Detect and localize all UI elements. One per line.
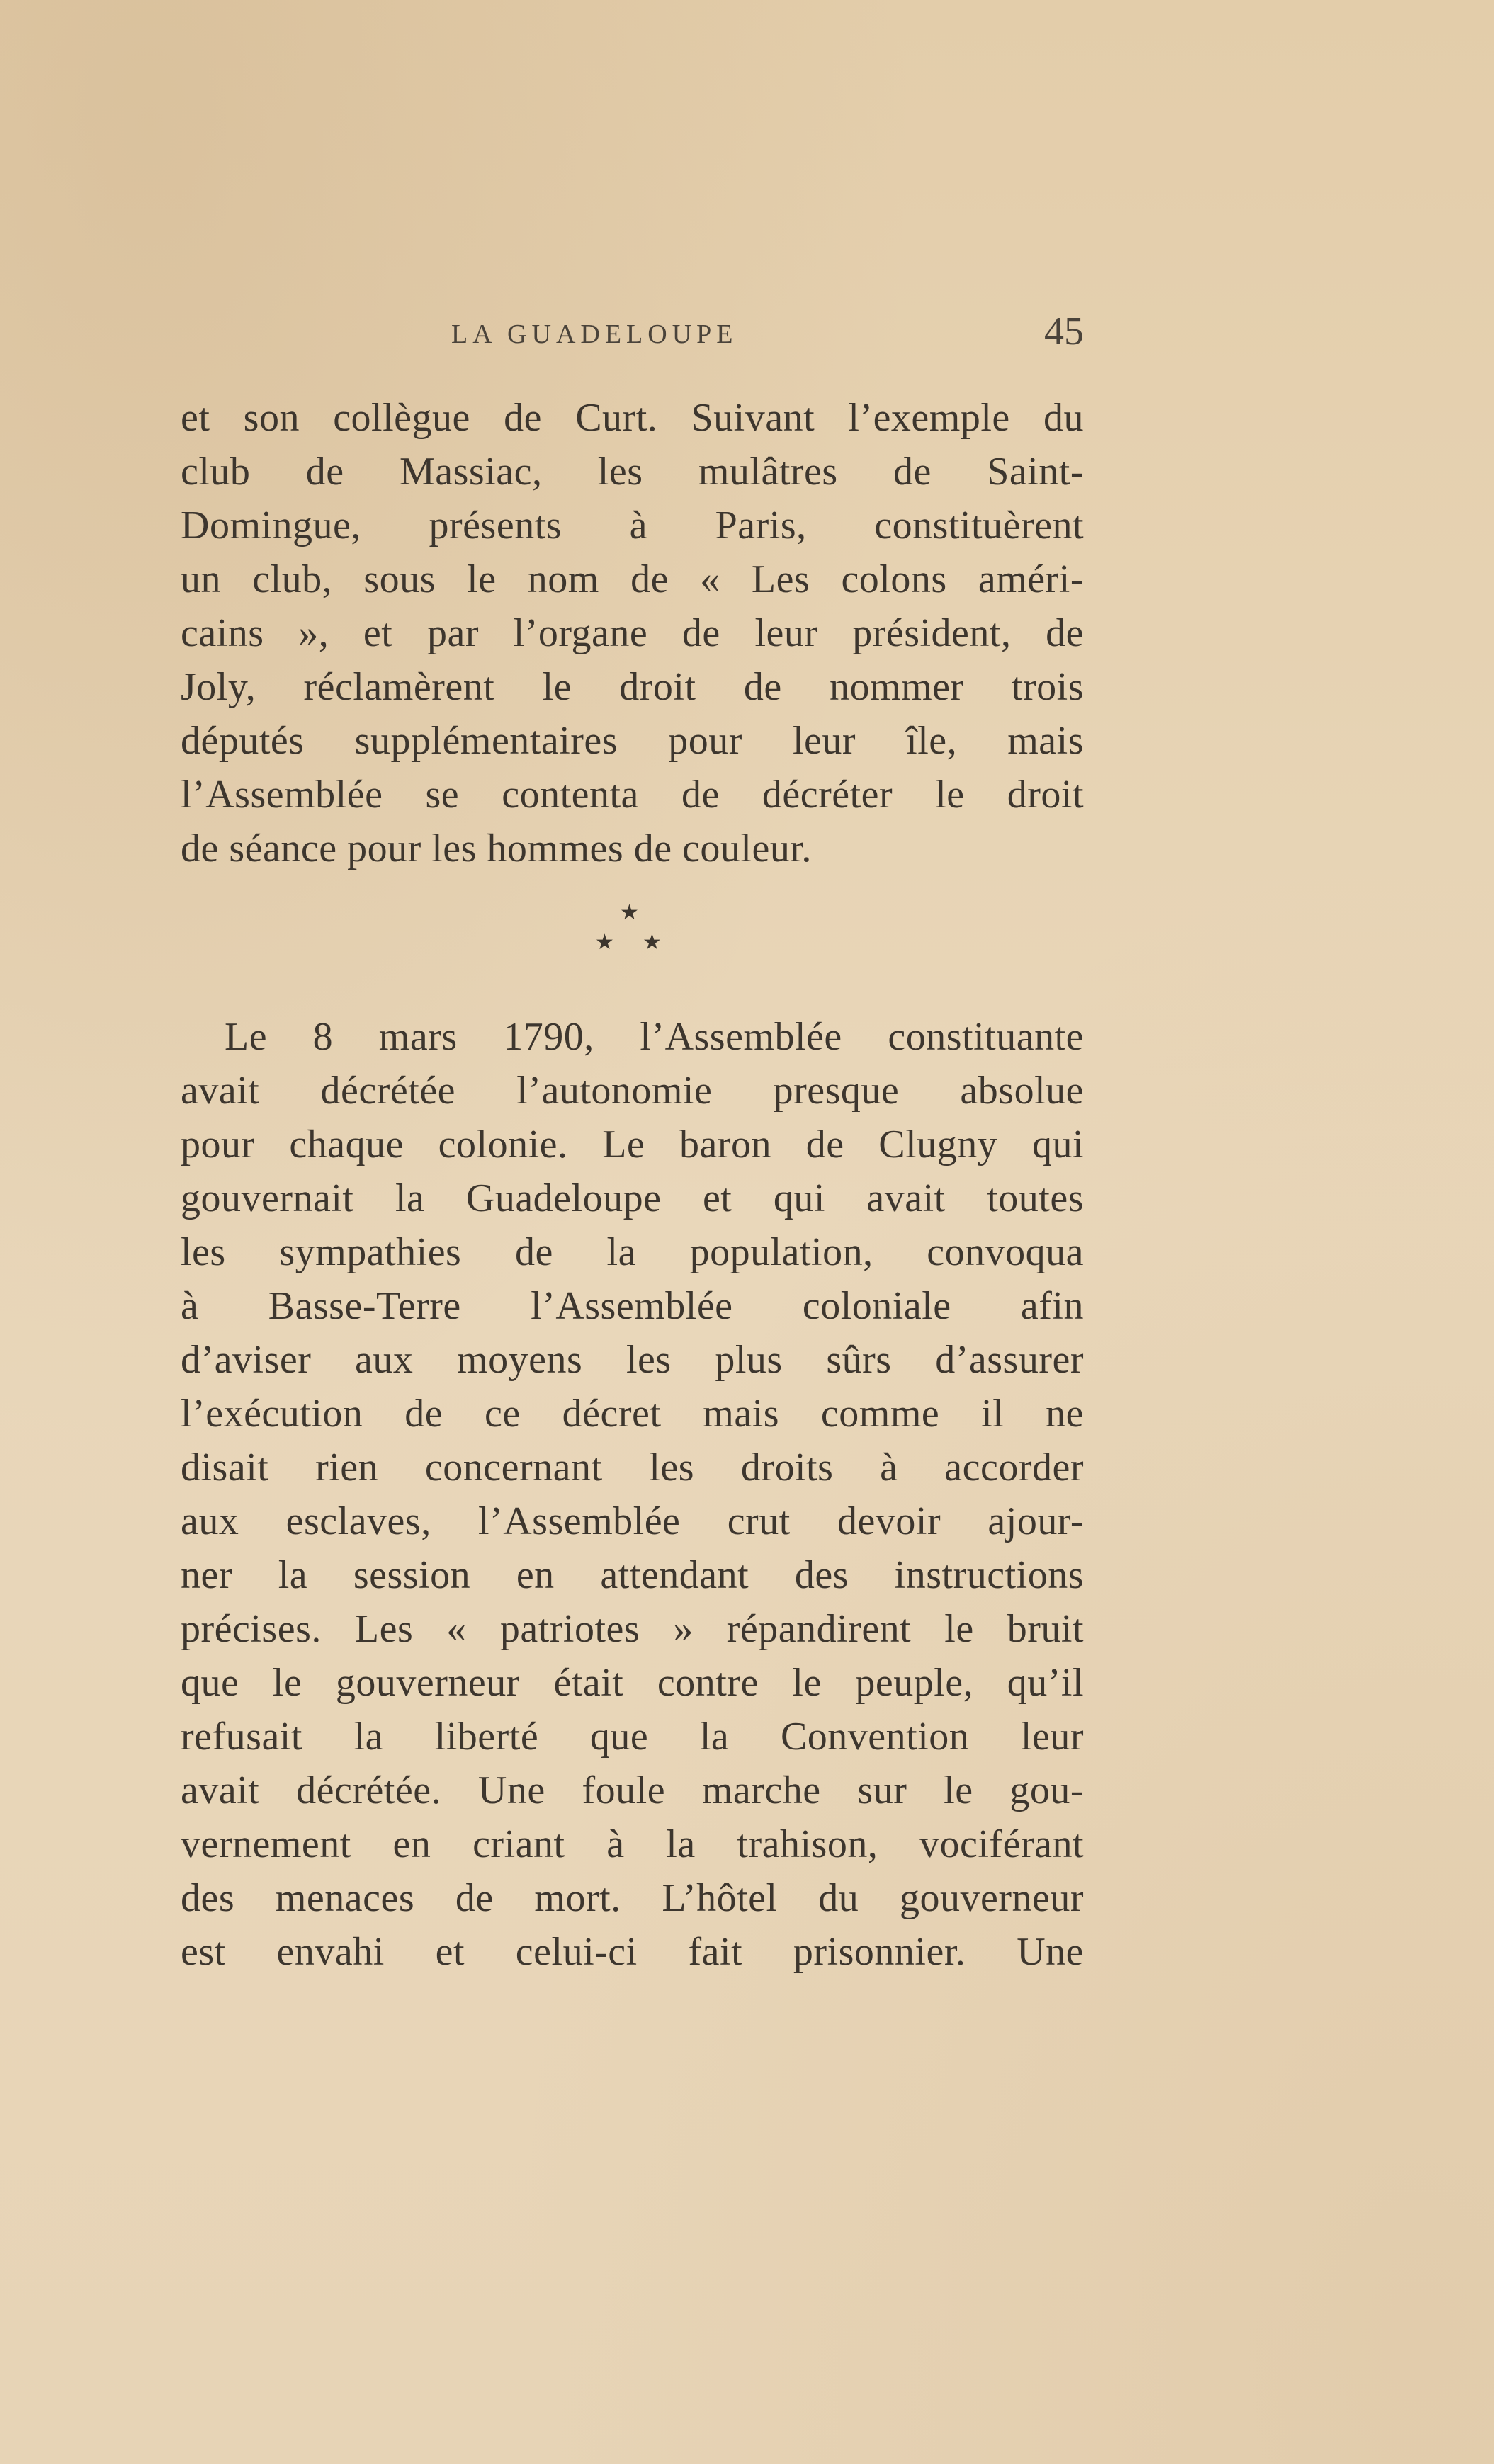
asterism-icon: ★ [595,931,614,954]
text-line: refusait la liberté que la Convention leur [181,1715,1084,1759]
text-line: précises. Les « patriotes » répandirent le bruit [181,1607,1084,1651]
asterism-icon: ★ [643,931,662,954]
paragraph-2 [181,1010,1084,1979]
text-line: aux esclaves, l’Assemblée crut devoir ajour- [181,1499,1084,1543]
text-line: est envahi et celui-ci fait prisonnier. Une [181,1930,1084,1974]
text-line: que le gouverneur était contre le peuple, qu’il [181,1661,1084,1705]
text-line: Domingue, présents à Paris, constituèrent [181,504,1084,547]
text-line: un club, sous le nom de « Les colons améri- [181,557,1084,601]
paragraph-1 [181,391,1084,875]
text-line: d’aviser aux moyens les plus sûrs d’assurer [181,1338,1084,1382]
running-title: LA GUADELOUPE [451,319,738,349]
text-line: de séance pour les hommes de couleur. [181,827,812,870]
text-line: pour chaque colonie. Le baron de Clugny qui [181,1123,1084,1166]
text-line: l’exécution de ce décret mais comme il ne [181,1392,1084,1436]
text-block [181,391,1084,1979]
text-line: à Basse-Terre l’Assemblée coloniale afin [181,1284,1084,1328]
text-line: des menaces de mort. L’hôtel du gouverneur [181,1876,1084,1920]
text-line: l’Assemblée se contenta de décréter le droit [181,773,1084,817]
section-break-asterism [181,875,1084,1010]
page-number: 45 [1044,310,1084,353]
asterism-icon: ★ [620,901,639,924]
text-line: avait décrétée l’autonomie presque absolue [181,1069,1084,1113]
text-line: avait décrétée. Une foule marche sur le gou- [181,1768,1084,1812]
running-head [181,312,1084,354]
text-line: ner la session en attendant des instructions [181,1553,1084,1597]
text-line: Le 8 mars 1790, l’Assemblée constituante [225,1015,1084,1059]
text-line: Joly, réclamèrent le droit de nommer trois [181,665,1084,709]
text-line: vernement en criant à la trahison, vociférant [181,1822,1084,1866]
text-line: gouvernait la Guadeloupe et qui avait toutes [181,1176,1084,1220]
text-line: députés supplémentaires pour leur île, mais [181,719,1084,763]
text-line: disait rien concernant les droits à accorder [181,1446,1084,1489]
text-line: cains », et par l’organe de leur président, de [181,611,1084,655]
text-line: les sympathies de la population, convoqua [181,1230,1084,1274]
text-line: et son collègue de Curt. Suivant l’exemple du [181,396,1084,440]
text-line: club de Massiac, les mulâtres de Saint- [181,450,1084,494]
